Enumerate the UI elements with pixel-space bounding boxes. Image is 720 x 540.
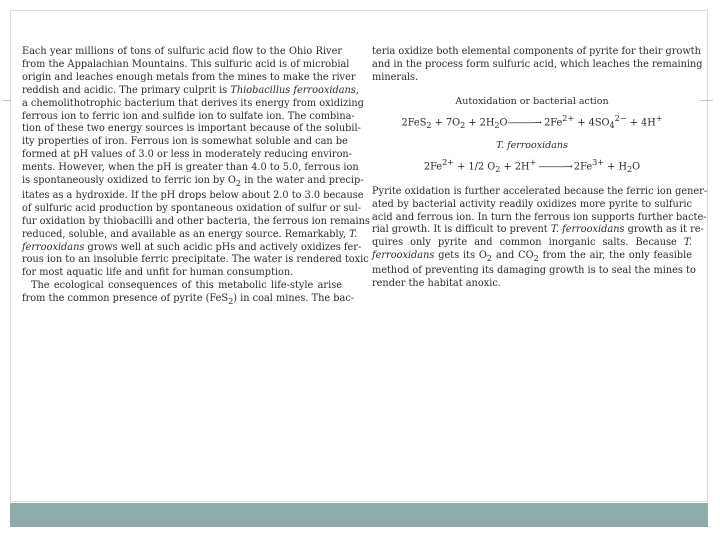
text-line: teria oxidize both elemental components of pyrite for their growth — [372, 46, 701, 57]
text-line — [22, 293, 355, 308]
footer-bar — [10, 503, 708, 527]
text-line: rial growth. It is difficult to prevent T. ferrooxidans growth as it re- — [372, 224, 704, 236]
text-line: rous ion to an insoluble ferric precipitate. The water is rendered toxic — [22, 254, 369, 266]
text-line: ferrous ion to ferric ion and sulfide ion to sulfate ion. The combina- — [22, 110, 355, 122]
text-line: and in the process form sulfuric acid, which leaches the remaining — [372, 58, 703, 70]
organism-name-italic: T. ferrooxidans — [550, 224, 625, 236]
organism-species-italic: ferrooxidans — [372, 250, 435, 262]
text-line: of sulfuric acid production by spontaneous oxidation of sulfur or sul- — [22, 202, 362, 214]
line-segment: in the water and precip- — [241, 175, 364, 187]
line-segment: reduced, soluble, and available as an energy source. Remarkably, — [22, 228, 350, 240]
line-segment: is spontaneously oxidized to ferric ion by O — [22, 175, 236, 187]
textbook-page-excerpt — [20, 40, 708, 332]
text-line: render the habitat anoxic. — [372, 278, 501, 289]
text-line: ferrooxidans gets its $O_2$ and $CO_2$ from the air, the only feasible — [372, 250, 692, 264]
text-line: formed at pH values of 3.0 or less in moderately reducing environ- — [22, 149, 353, 161]
left-margin-rule — [2, 100, 11, 101]
text-line: from the Appalachian Mountains. This sulfuric acid is of microbial — [22, 58, 350, 70]
text-line: acid and ferrous ion. In turn the ferrous ion supports further bacte- — [372, 211, 707, 223]
pyrite-oxidation-paragraph — [372, 185, 708, 291]
subscript: 2 — [235, 178, 242, 188]
text-line: for most aquatic life and unfit for human consumption. — [22, 267, 294, 279]
text-line: ity properties of iron. Ferrous ion is somewhat soluble and can be — [22, 136, 348, 148]
iron-oxidation-equation: $2Fe^{2+} + 1/2$ $O_2 + 2H^+$ ———→ $2Fe^{3+} + H_2O$ — [423, 156, 641, 174]
text-line: Each year millions of tons of sulfuric acid flow to the Ohio River — [22, 46, 342, 57]
text-line: tion of these two energy sources is important because of the solubil- — [22, 123, 361, 135]
autoxidation-equation: $2FeS_2 + 7O_2$ + $2H_2O———\to 2Fe^{2+} + 4SO_4^{2-} + 4H^+$ — [401, 112, 663, 130]
text-line: reddish and acidic. The primary culprit is Thiobacillus ferrooxidans, — [22, 84, 359, 96]
line-segment: ) in coal mines. The bac- — [233, 293, 355, 305]
text-line: method of preventing its damaging growth is to seal the mines to — [372, 265, 696, 277]
text-line — [22, 241, 362, 255]
text-line: itates as a hydroxide. If the pH drops below about 2.0 to 3.0 because — [22, 189, 364, 201]
subscript: 2 — [228, 296, 234, 307]
organism-abbrev-italic: T. — [683, 237, 692, 249]
text-line: ated by bacterial activity readily oxidizes more pyrite to sulfuric — [372, 198, 692, 210]
organism-name-italic: Thiobacillus ferrooxidans — [230, 84, 356, 96]
text-line: a chemolithotrophic bacterium that derives its energy from oxidizing — [22, 97, 364, 109]
text-line: Pyrite oxidation is further accelerated because the ferric ion gener- — [372, 185, 708, 197]
organism-species-italic: ferrooxidans — [22, 241, 85, 253]
right-text-column — [372, 46, 708, 291]
line-segment: from the common presence of pyrite (FeS — [22, 293, 229, 305]
text-line: origin and leaches enough metals from the mines to make the river — [22, 71, 356, 83]
text-line: ments. However, when the pH is greater than 4.0 to 5.0, ferrous ion — [22, 162, 359, 174]
text-line — [22, 175, 364, 190]
left-text-column — [22, 46, 370, 308]
text-line: The ecological consequences of this metabolic life-style arise — [31, 280, 342, 292]
equation-label: T. ferrooxidans — [496, 139, 568, 151]
reaction-arrow: ———→ — [536, 160, 574, 172]
line-segment: reddish and acidic. The primary culprit is — [22, 84, 231, 96]
equation-title: Autoxidation or bacterial action — [455, 95, 609, 107]
organism-abbrev-italic: T. — [349, 228, 358, 240]
text-line: fur oxidation by thiobacilli and other bacteria, the ferrous ion remains — [22, 215, 370, 227]
text-line: quires only pyrite and common inorganic salts. Because T. — [372, 237, 692, 249]
line-segment: grows well at such acidic pHs and actively oxidizes fer- — [87, 241, 362, 253]
text-line: minerals. — [372, 71, 419, 83]
text-line — [22, 228, 358, 242]
right-margin-rule — [699, 100, 713, 101]
reaction-arrow: ———→ — [507, 116, 541, 128]
